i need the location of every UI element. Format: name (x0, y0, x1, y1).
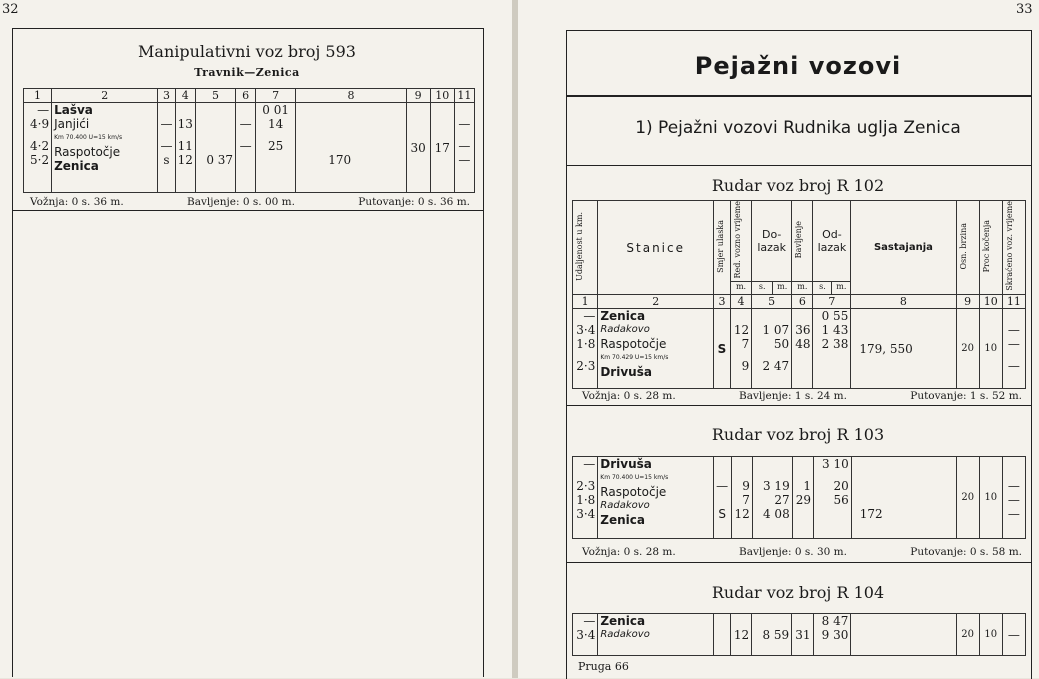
left-page-number: 32 (2, 2, 19, 17)
station-lasva: Lašva (54, 103, 93, 117)
table-row: — 4·9 4·2 5·2 Lašva Janjići Km 70.400 U=15 km/s Raspotočje Zenica — — s 13 11 12 0 37 — — 0 01 14 25 170 30 17 — — — (24, 103, 475, 193)
right-page-number: 33 (1016, 2, 1033, 17)
station-zenica: Zenica (54, 159, 99, 173)
km-note: Km 70.400 U=15 km/s (600, 474, 669, 481)
station-radakovo: Radakovo (600, 629, 650, 640)
left-page (0, 0, 512, 678)
table-row: — 3·4 Zenica Radakovo 12 8 59 31 8 47 9 30 20 10 — (573, 614, 1026, 656)
train-593-summary: Vožnja: 0 s. 36 m. Bavljenje: 0 s. 00 m. Putovanje: 0 s. 36 m. (30, 196, 470, 208)
divider (566, 562, 1032, 563)
column-numbers-row: 1 2 3 4 5 6 7 8 9 10 11 (573, 295, 1026, 309)
station-raspotocje: Raspotočje (600, 485, 667, 499)
section-title: 1) Pejažni vozovi Rudnika uglja Zenica (635, 118, 961, 138)
train-r104-title: Rudar voz broj R 104 (711, 583, 885, 602)
header-row: Udaljenost u km. Stanice Smjer ulaska Red. vozno vrijeme Do- lazak Bavljenje Od- lazak Sastajanja Osn. brzina Proc kočenja Skraćeno voz. vrijeme (573, 201, 1026, 282)
station-raspotocje: Raspotočje (54, 145, 121, 159)
train-r102-summary: Vožnja: 0 s. 28 m. Bavljenje: 1 s. 24 m. Putovanje: 1 s. 52 m. (582, 390, 1022, 402)
km-note: Km 70.400 U=15 km/s (54, 134, 123, 141)
station-janjici: Janjići (54, 117, 90, 131)
station-radakovo: Radakovo (600, 324, 650, 336)
station-raspotocje: Raspotočje (600, 337, 667, 352)
divider (566, 95, 1032, 97)
station-radakovo: Radakovo (600, 500, 650, 511)
divider (12, 210, 484, 211)
train-r104-table (572, 613, 1026, 656)
station-zenica: Zenica (600, 309, 646, 324)
page-footer: Pruga 66 (578, 660, 629, 673)
train-r103-table (572, 456, 1026, 539)
km-note: Km 70.429 U=15 km/s (600, 354, 669, 362)
train-r102-title: Rudar voz broj R 102 (711, 176, 885, 195)
train-r103-title: Rudar voz broj R 103 (711, 425, 885, 444)
station-drivusa: Drivuša (600, 365, 652, 380)
train-593-route: Travnik—Zenica (194, 66, 300, 79)
train-593-title: Manipulativni voz broj 593 (138, 42, 356, 61)
column-numbers-row: 1 2 3 4 5 6 7 8 9 10 11 (24, 89, 475, 103)
divider (566, 165, 1032, 166)
divider (566, 405, 1032, 406)
train-r102-table: Udaljenost u km. Stanice Smjer ulaska Red. vozno vrijeme Do- lazak Bavljenje Od- lazak Sastajanja Osn. brzina Proc kočenja Skraćeno voz. vrijeme m. s. m. m. s. m. 1 2 3 4 5 6 7 8 9 10 11 — 3·4 1·8 2·3 Zenica Radakovo Raspotočje Km 70.429 U=15 km/s Drivuša S 12 7 9 1 07 50 2 47 36 48 0 55 1 43 2 38 179, 550 20 10 — — — (572, 200, 1026, 389)
table-row: — 2·3 1·8 3·4 Drivuša Km 70.400 U=15 km/s Raspotočje Radakovo Zenica — S 9 7 12 3 19 27 4 08 1 29 3 10 20 56 172 20 10 — — — (573, 457, 1026, 539)
train-r103-summary: Vožnja: 0 s. 28 m. Bavljenje: 0 s. 30 m. Putovanje: 0 s. 58 m. (582, 546, 1022, 558)
main-title: Pejažni vozovi (694, 52, 902, 80)
table-row: — 3·4 1·8 2·3 Zenica Radakovo Raspotočje Km 70.429 U=15 km/s Drivuša S 12 7 9 1 07 50 2 47 36 48 0 55 1 43 2 38 179, 550 20 10 — — — (573, 309, 1026, 389)
station-zenica: Zenica (600, 513, 645, 527)
train-593-table (23, 88, 475, 193)
station-drivusa: Drivuša (600, 457, 652, 471)
station-zenica: Zenica (600, 614, 646, 628)
